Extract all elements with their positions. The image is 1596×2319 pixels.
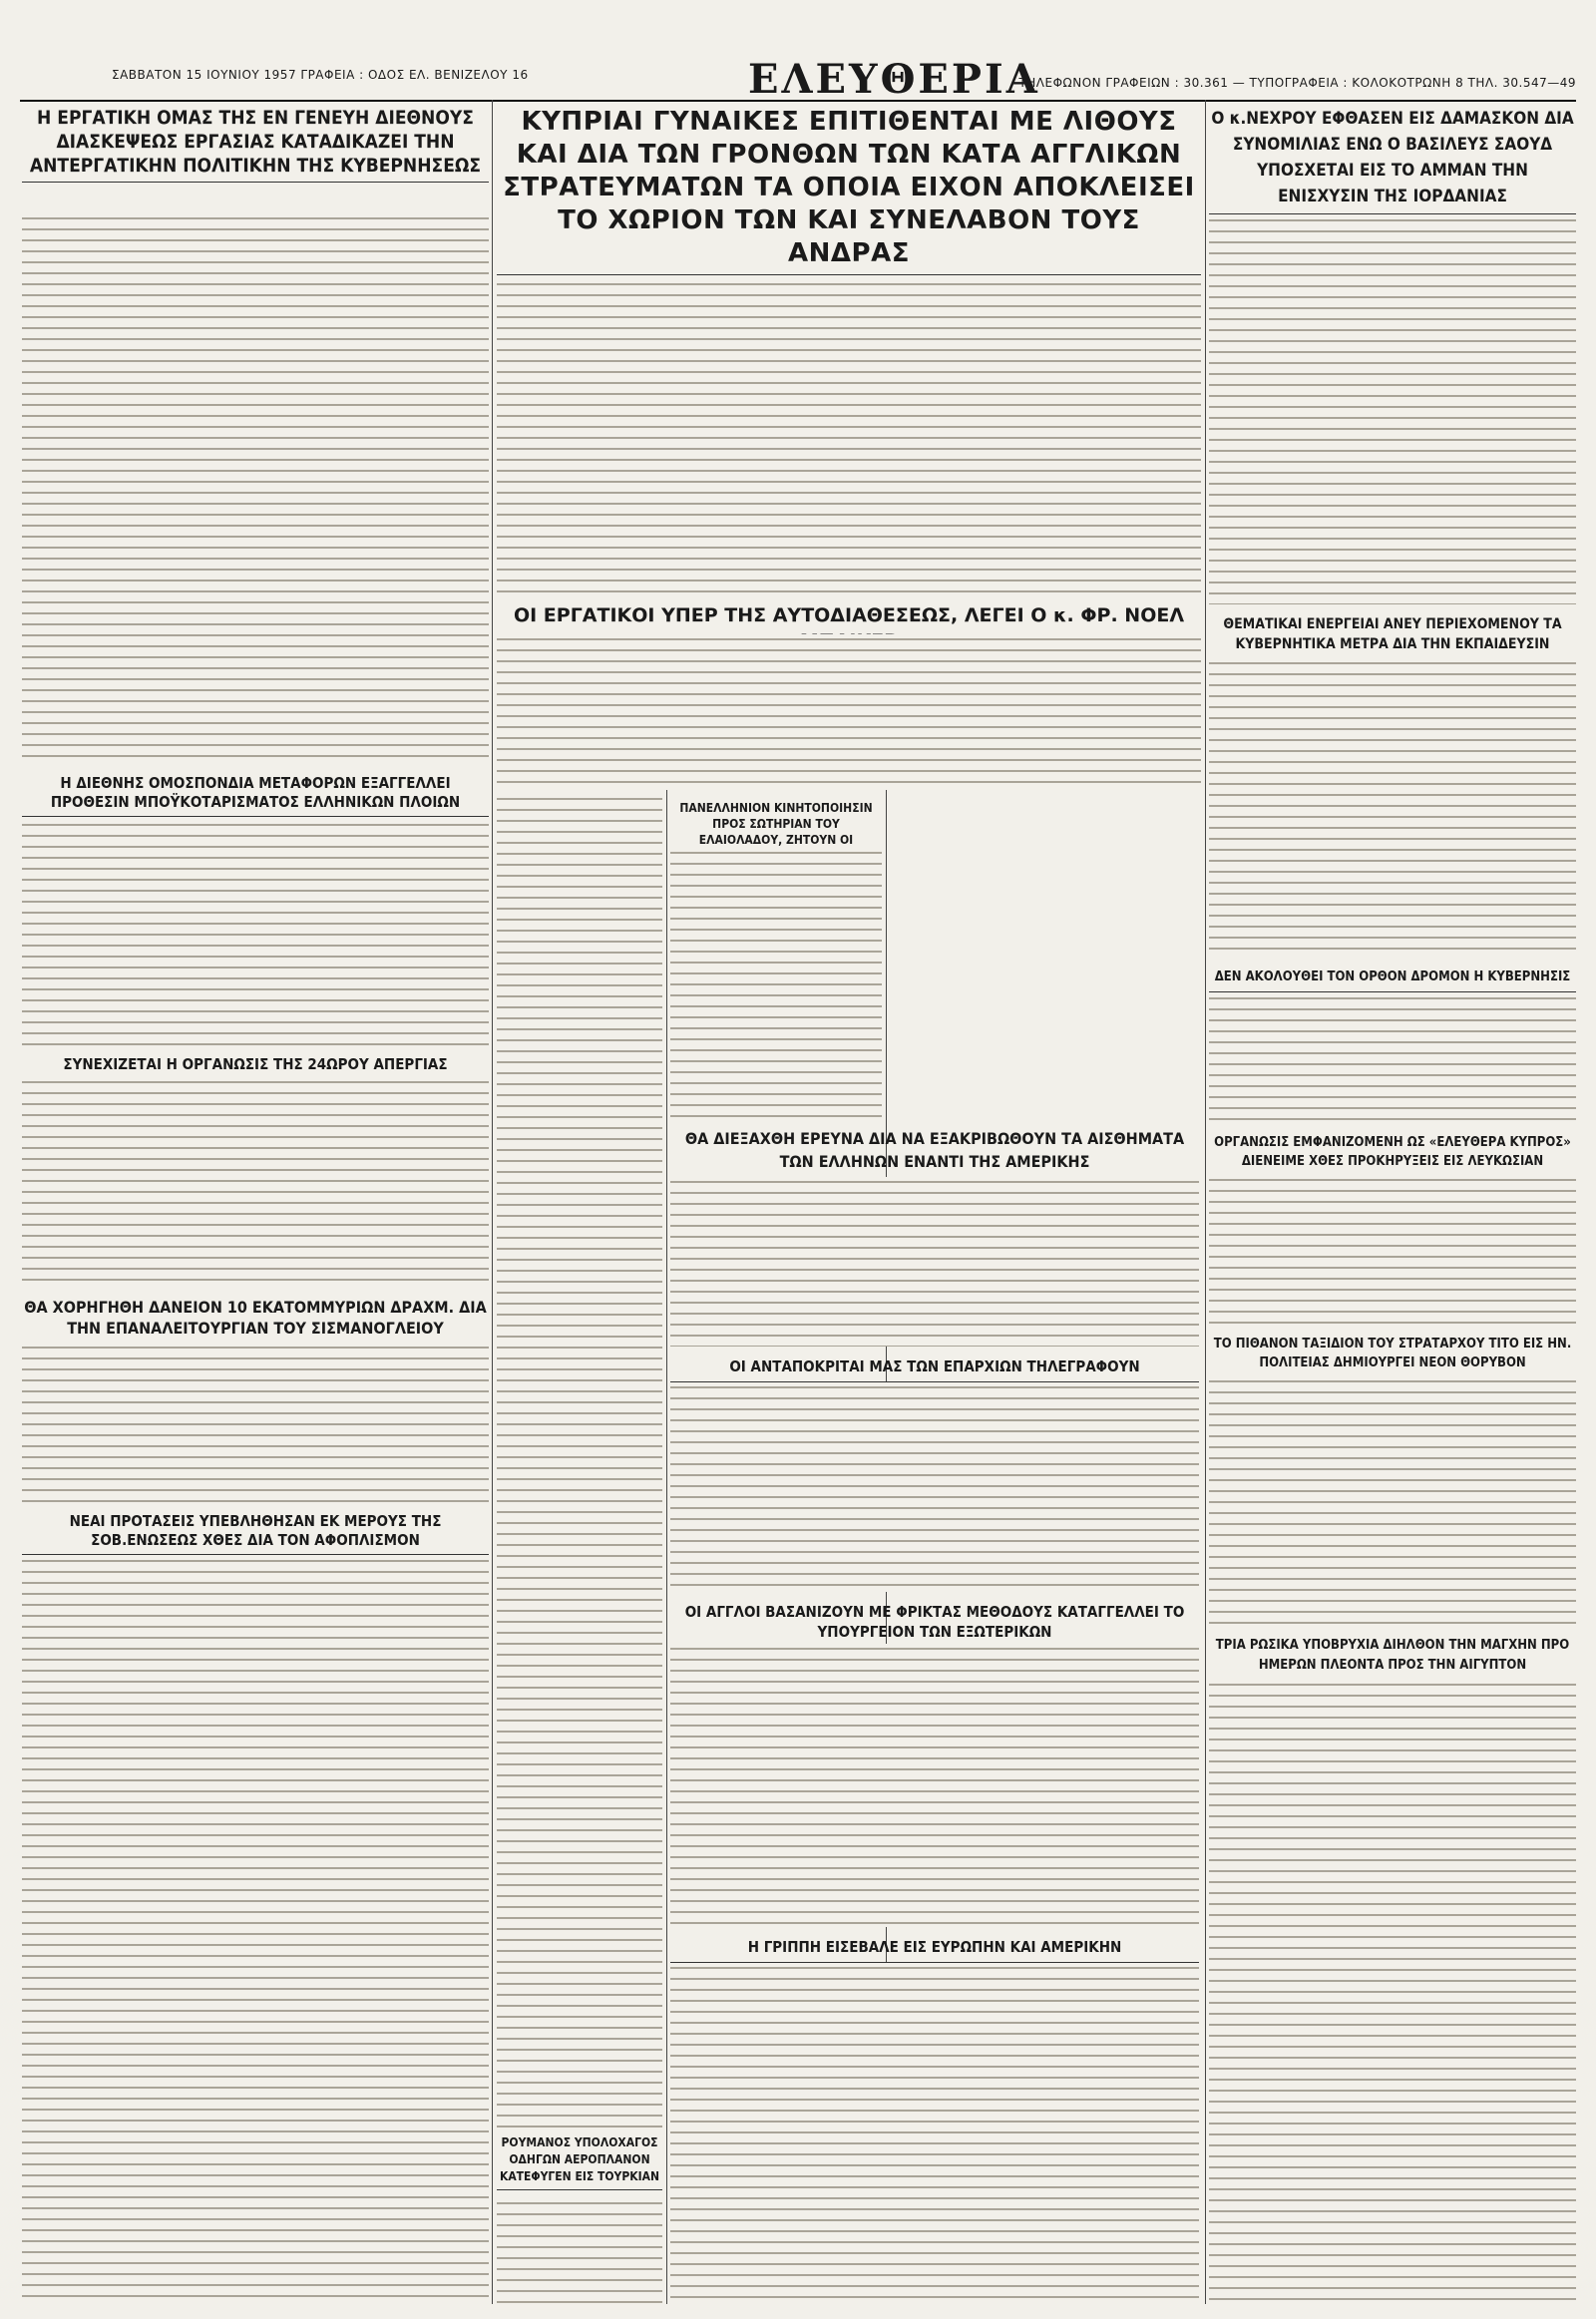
- phones-line: ΤΗΛΕΦΩΝΟΝ ΓΡΑΦΕΙΩΝ : 30.361 — ΤΥΠΟΓΡΑΦΕΙΑ : ΚΟΛΟΚΟΤΡΩΝΗ 8 ΤΗΛ. 30.547—49: [1018, 76, 1576, 90]
- article-apergia-body: [22, 1077, 489, 1287]
- headline-afoplismos: ΝΕΑΙ ΠΡΟΤΑΣΕΙΣ ΥΠΕΒΛΗΘΗΣΑΝ ΕΚ ΜΕΡΟΥΣ ΤΗΣ ΣΟΒ.ΕΝΩΣΕΩΣ ΧΘΕΣ ΔΙΑ ΤΟΝ ΑΦΟΠΛΙΣΜΟΝ: [22, 1506, 489, 1554]
- headline-roumanos: ΡΟΥΜΑΝΟΣ ΥΠΟΛΟΧΑΓΟΣ ΟΔΗΓΩΝ ΑΕΡΟΠΛΑΝΟΝ ΚΑΤΕΦΥΓΕΝ ΕΙΣ ΤΟΥΡΚΙΑΝ: [497, 2128, 662, 2198]
- article-nehrou-body: [1209, 215, 1576, 604]
- headline-tito: ΤΟ ΠΙΘΑΝΟΝ ΤΑΞΙΔΙΟΝ ΤΟΥ ΣΤΡΑΤΑΡΧΟΥ ΤΙΤΟ ΕΙΣ ΗΝ. ΠΟΛΙΤΕΙΑΣ ΔΗΜΙΟΥΡΓΕΙ ΝΕΟΝ ΘΟΡΥΒΟΝ: [1209, 1329, 1576, 1374]
- date-line: ΣΑΒΒΑΤΟΝ 15 ΙΟΥΝΙΟΥ 1957 ΓΡΑΦΕΙΑ : ΟΔΟΣ ΕΛ. ΒΕΝΙΖΕΛΟΥ 16: [112, 68, 529, 82]
- headline-nehrou: Ο κ.ΝΕΧΡΟΥ ΕΦΘΑΣΕΝ ΕΙΣ ΔΑΜΑΣΚΟΝ ΔΙΑ ΣΥΝΟΜΙΛΙΑΣ ΕΝΩ Ο ΒΑΣΙΛΕΥΣ ΣΑΟΥΔ ΥΠΟΣΧΕΤΑΙ ΕΙΣ ΤΟ ΑΜΜΑΝ ΤΗΝ ΕΝΙΣΧΥΣΙΝ ΤΗΣ ΙΟΡΔΑΝΙΑΣ: [1209, 100, 1576, 211]
- article-daneion-body: [22, 1343, 489, 1502]
- newspaper-title: ΕΛΕΥΘΕΡΙΑ: [748, 56, 1040, 103]
- headline-noel-baker: ΟΙ ΕΡΓΑΤΙΚΟΙ ΥΠΕΡ ΤΗΣ ΑΥΤΟΔΙΑΘΕΣΕΩΣ, ΛΕΓΕΙ Ο κ. ΦΡ. ΝΟΕΛ: [497, 596, 1201, 632]
- headline-eleuthera-kypros: ΟΡΓΑΝΩΣΙΣ ΕΜΦΑΝΙΖΟΜΕΝΗ ΩΣ «ΕΛΕΥΘΕΡΑ ΚΥΠΡΟΣ» ΔΙΕΝΕΙΜΕ ΧΘΕΣ ΠΡΟΚΗΡΥΞΕΙΣ ΕΙΣ ΛΕΥΚΩΣΙΑΝ: [1209, 1127, 1576, 1173]
- article-kypriai-body: [497, 279, 1201, 592]
- article-ereuna-body: [670, 1177, 1199, 1347]
- article-ekpaideusi-body: [1209, 658, 1576, 958]
- article-omospondia-body: [22, 820, 489, 1045]
- article-ypovrychia-body: [1209, 1680, 1576, 2304]
- article-tito-body: [1209, 1376, 1576, 1626]
- headline-vasanizoun: ΟΙ ΑΓΓΛΟΙ ΒΑΣΑΝΙΖΟΥΝ ΜΕ ΦΡΙΚΤΑΣ ΜΕΘΟΔΟΥΣ ΚΑΤΑΓΓΕΛΛΕΙ ΤΟ ΥΠΟΥΡΓΕΙΟΝ ΤΩΝ ΕΞΩΤΕΡΙΚΩΝ: [670, 1596, 1199, 1642]
- article-orthos-dromos-body: [1209, 993, 1576, 1123]
- headline-ereuna-amerikis: ΘΑ ΔΙΕΞΑΧΘΗ ΕΡΕΥΝΑ ΔΙΑ ΝΑ ΕΞΑΚΡΙΒΩΘΟΥΝ ΤΑ ΑΙΣΘΗΜΑΤΑ ΤΩΝ ΕΛΛΗΝΩΝ ΕΝΑΝΤΙ ΤΗΣ ΑΜΕΡΙΚΗΣ: [670, 1121, 1199, 1175]
- headline-daneion: ΘΑ ΧΟΡΗΓΗΘΗ ΔΑΝΕΙΟΝ 10 ΕΚΑΤΟΜΜΥΡΙΩΝ ΔΡΑΧΜ. ΔΙΑ ΤΗΝ ΕΠΑΝΑΛΕΙΤΟΥΡΓΙΑΝ ΤΟΥ ΣΙΣΜΑΝΟΓΛΕΙΟΥ: [22, 1291, 489, 1341]
- headline-ekpaideusi: ΘΕΜΑΤΙΚΑΙ ΕΝΕΡΓΕΙΑΙ ΑΝΕΥ ΠΕΡΙΕΧΟΜΕΝΟΥ ΤΑ ΚΥΒΕΡΝΗΤΙΚΑ ΜΕΤΡΑ ΔΙΑ ΤΗΝ ΕΚΠΑΙΔΕΥΣΙΝ: [1209, 608, 1576, 656]
- article-noel-baker-body: [497, 634, 1201, 788]
- article-ergatiki-body: [22, 213, 489, 764]
- headline-ypovrychia: ΤΡΙΑ ΡΩΣΙΚΑ ΥΠΟΒΡΥΧΙΑ ΔΙΗΛΘΟΝ ΤΗΝ ΜΑΓΧΗΝ ΠΡΟ ΗΜΕΡΩΝ ΠΛΕΟΝΤΑ ΠΡΟΣ ΤΗΝ ΑΙΓΥΠΤΟΝ: [1209, 1630, 1576, 1678]
- masthead: [20, 58, 1576, 102]
- center-column-a: [497, 794, 662, 2304]
- article-grippi-body: [670, 1963, 1199, 2304]
- headline-apergia: ΣΥΝΕΧΙΖΕΤΑΙ Η ΟΡΓΑΝΩΣΙΣ ΤΗΣ 24ΩΡΟΥ ΑΠΕΡΓΙΑΣ: [22, 1049, 489, 1075]
- headline-elaiolado: ΠΑΝΕΛΛΗΝΙΟΝ ΚΙΝΗΤΟΠΟΙΗΣΙΝ ΠΡΟΣ ΣΩΤΗΡΙΑΝ ΤΟΥ ΕΛΑΙΟΛΑΔΟΥ, ΖΗΤΟΥΝ ΟΙ: [670, 794, 882, 844]
- article-vasanizoun-body: [670, 1644, 1199, 1927]
- headline-ergatiki: Η ΕΡΓΑΤΙΚΗ ΟΜΑΣ ΤΗΣ ΕΝ ΓΕΝΕΥΗ ΔΙΕΘΝΟΥΣ ΔΙΑΣΚΕΨΕΩΣ ΕΡΓΑΣΙΑΣ ΚΑΤΑΔΙΚΑΖΕΙ ΤΗΝ ΑΝΤΕΡΓΑΤΙΚΗΝ ΠΟΛΙΤΙΚΗΝ ΤΗΣ ΚΥΒΕΡΝΗΣΕΩΣ: [22, 100, 489, 209]
- headline-antapokritai: ΟΙ ΑΝΤΑΠΟΚΡΙΤΑΙ ΜΑΣ ΤΩΝ ΕΠΑΡΧΙΩΝ ΤΗΛΕΓΡΑΦΟΥΝ: [670, 1351, 1199, 1380]
- headline-omospondia: Η ΔΙΕΘΝΗΣ ΟΜΟΣΠΟΝΔΙΑ ΜΕΤΑΦΟΡΩΝ ΕΞΑΓΓΕΛΛΕΙ ΠΡΟΘΕΣΙΝ ΜΠΟΫΚΟΤΑΡΙΣΜΑΤΟΣ ΕΛΛΗΝΙΚΩΝ ΠΛΟΙΩΝ: [22, 768, 489, 818]
- article-elaiolado-body: [670, 848, 882, 1117]
- article-eleuthera-kypros-body: [1209, 1175, 1576, 1325]
- headline-orthos-dromos: ΔΕΝ ΑΚΟΛΟΥΘΕΙ ΤΟΝ ΟΡΘΟΝ ΔΡΟΜΟΝ Η ΚΥΒΕΡΝΗΣΙΣ: [1209, 962, 1576, 991]
- headline-grippi: Η ΓΡΙΠΠΗ ΕΙΣΕΒΑΛΕ ΕΙΣ ΕΥΡΩΠΗΝ ΚΑΙ ΑΜΕΡΙΚΗΝ: [670, 1931, 1199, 1961]
- headline-kypriai-gynaikes: ΚΥΠΡΙΑΙ ΓΥΝΑΙΚΕΣ ΕΠΙΤΙΘΕΝΤΑΙ ΜΕ ΛΙΘΟΥΣ ΚΑΙ ΔΙΑ ΤΩΝ ΓΡΟΝΘΩΝ ΤΩΝ ΚΑΤΑ ΑΓΓΛΙΚΩΝ ΣΤΡΑΤΕΥΜΑΤΩΝ ΤΑ ΟΠΟΙΑ ΕΙΧΟΝ ΑΠΟΚΛΕΙΣΕΙ ΤΟ ΧΩΡΙΟΝ ΤΩΝ ΚΑΙ ΣΥΝΕΛΑΒΟΝ ΤΟΥΣ ΑΝΔΡΑΣ: [497, 100, 1201, 275]
- article-afoplismos-body: [22, 1556, 489, 2304]
- article-antapokritai-body: [670, 1382, 1199, 1592]
